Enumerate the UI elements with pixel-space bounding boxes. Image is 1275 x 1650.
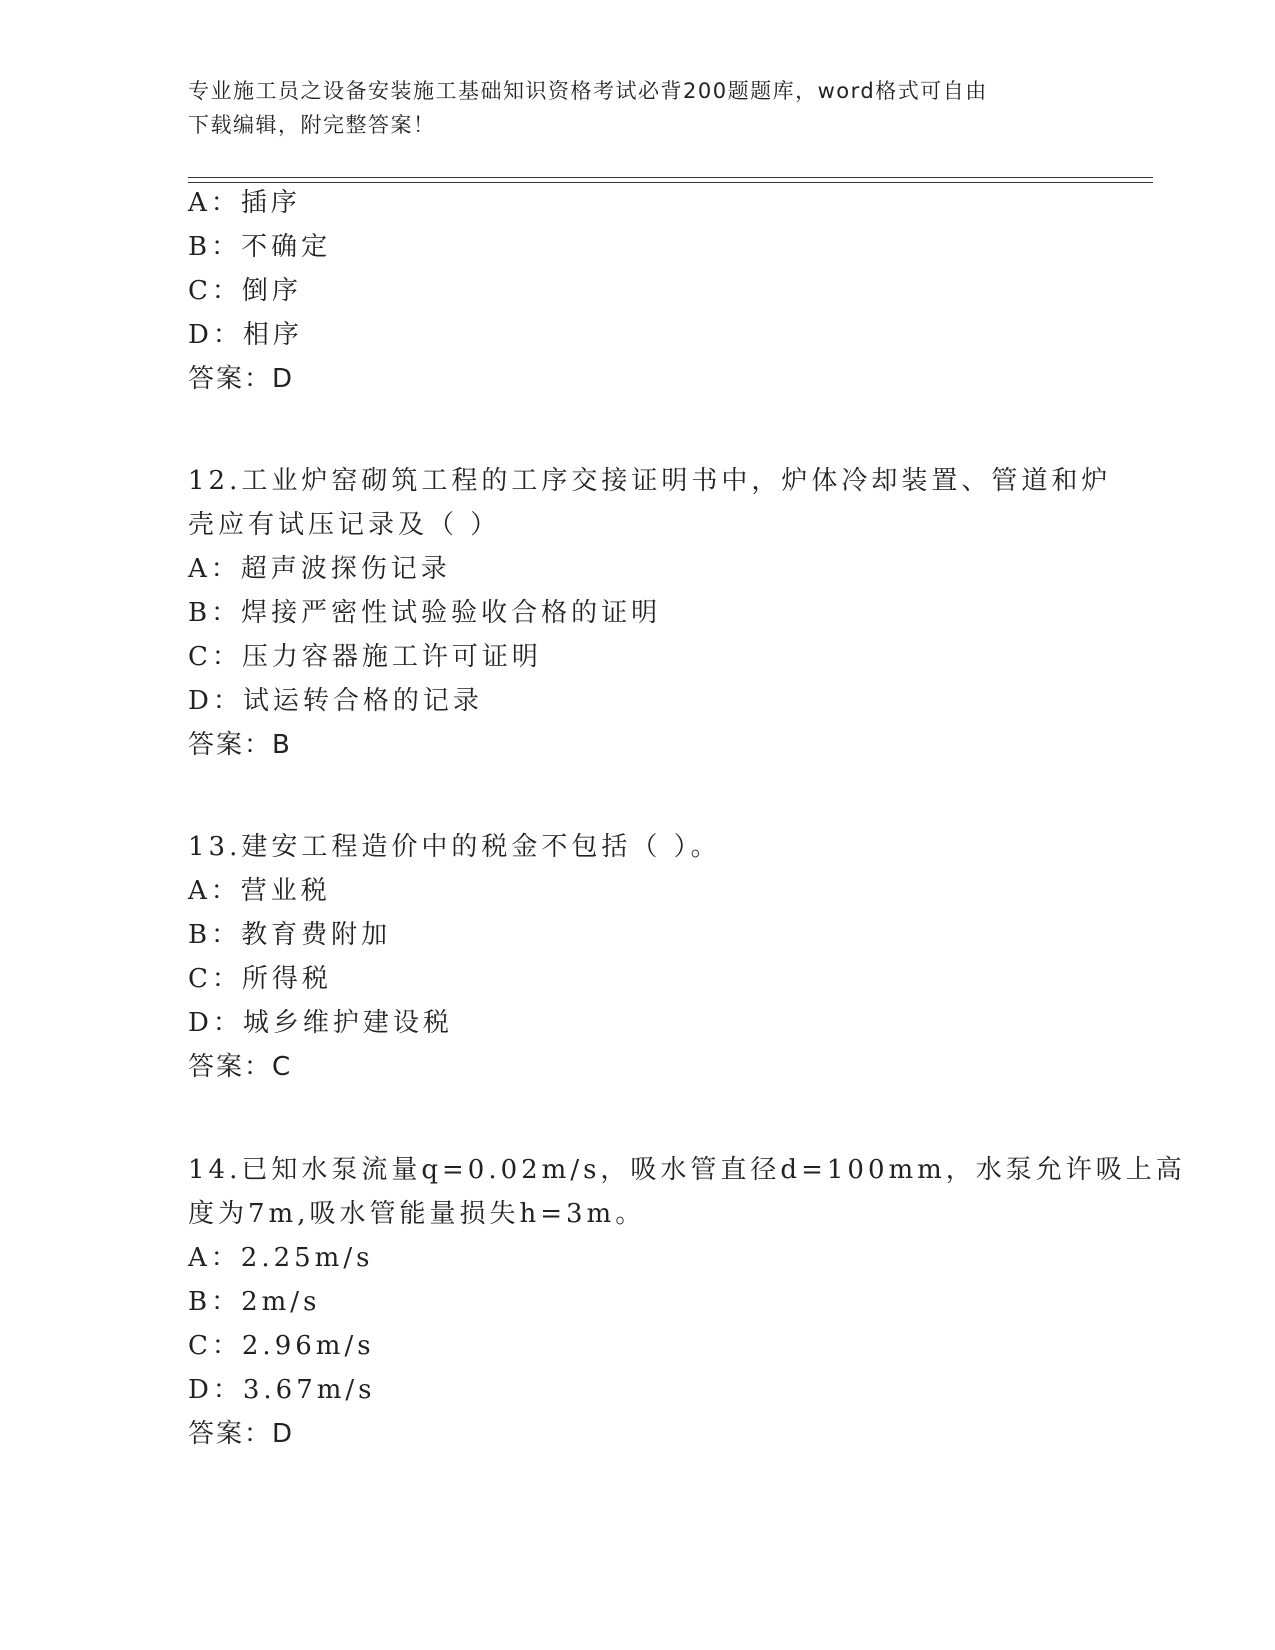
document-header [188,74,1068,142]
q11-option-a: A：插序 [188,188,301,218]
q14-option-d: D：3.67m/s [188,1375,376,1405]
q13-option-c: C：所得税 [188,964,332,994]
q12-option-a: A：超声波探伤记录 [188,554,451,584]
q11-option-c: C：倒序 [188,276,302,306]
q14-option-c: C：2.96m/s [188,1331,375,1361]
q12-option-c: C：压力容器施工许可证明 [188,642,542,672]
q11-option-b: B：不确定 [188,232,332,262]
q13-answer: 答案：C [188,1052,293,1082]
q12-stem-line-2: 壳应有试压记录及（ ） [188,510,501,540]
q14-option-b: B：2m/s [188,1287,321,1317]
header-divider-bottom [188,182,1153,183]
header-divider-top [188,177,1153,178]
q14-stem-line-2: 度为7m,吸水管能量损失h=3m。 [188,1199,646,1229]
q12-option-b: B：焊接严密性试验验收合格的证明 [188,598,662,628]
header-line-1: 专业施工员之设备安装施工基础知识资格考试必背200题题库，word格式可自由 [188,79,988,103]
q14-answer: 答案：D [188,1419,295,1449]
q12-stem-line-1: 12.工业炉窑砌筑工程的工序交接证明书中，炉体冷却装置、管道和炉 [188,466,1112,496]
q14-option-a: A：2.25m/s [188,1243,374,1273]
q13-option-a: A：营业税 [188,876,331,906]
q14-stem-line-1: 14.已知水泵流量q=0.02m/s，吸水管直径d=100mm，水泵允许吸上高 [188,1155,1186,1185]
q11-answer: 答案：D [188,364,295,394]
q12-answer: 答案：B [188,730,292,760]
q13-stem-line-1: 13.建安工程造价中的税金不包括（ ）。 [188,832,721,862]
q13-option-d: D：城乡维护建设税 [188,1008,453,1038]
q13-option-b: B：教育费附加 [188,920,392,950]
q12-option-d: D：试运转合格的记录 [188,686,483,716]
q11-option-d: D：相序 [188,320,303,350]
header-line-2: 下载编辑，附完整答案！ [188,113,436,137]
